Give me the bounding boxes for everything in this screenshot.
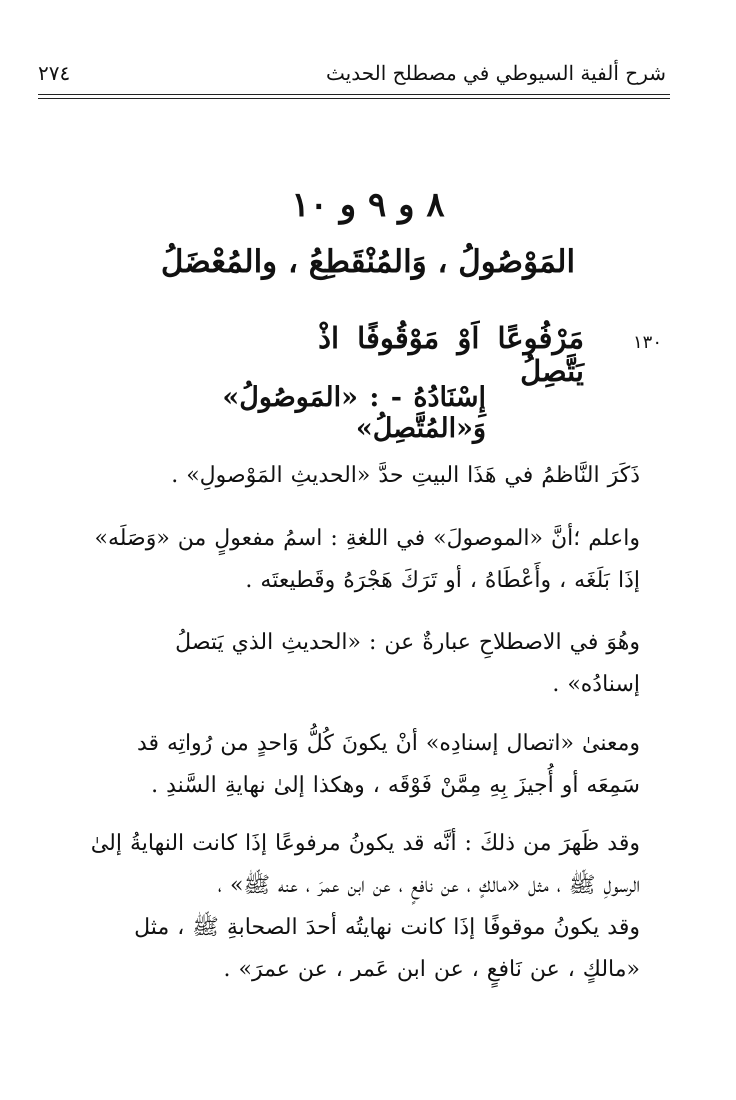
page-header bbox=[38, 56, 666, 90]
verse-line-1: مَرْفُوعًا اَوْ مَوْقُوفًا اذْ يَتَّصِلُ bbox=[318, 321, 584, 389]
paragraph-line: واعلم ؛أنَّ «الموصولَ» في اللغةِ : اسمُ مفعولٍ من «وَصَلَه» bbox=[94, 526, 640, 551]
paragraph-line: «مالكٍ ، عن نَافعٍ ، عن ابن عَمر ، عن عمرَ» . bbox=[223, 957, 640, 982]
verse-number: ١٣٠ bbox=[632, 332, 662, 353]
paragraph-line: ذَكَرَ النَّاظمُ في هَذَا البيتِ حدَّ «الحديثِ المَوْصولِ» . bbox=[171, 463, 640, 488]
paragraph-line: إسنادُه» . bbox=[552, 672, 640, 697]
book-title: شرح ألفية السيوطي في مصطلح الحديث bbox=[326, 61, 666, 85]
paragraph-5 bbox=[58, 823, 640, 991]
paragraph-line: سَمِعَه أو أُجيزَ بِهِ مِمَّنْ فَوْقَه ، وهكذا إلىٰ نهايةِ السَّندِ . bbox=[151, 773, 640, 798]
chapter-number: ٨ و ٩ و ١٠ bbox=[291, 185, 445, 225]
paragraph-line: وقد يكونُ موقوفًا إذَا كانت نهايتُه أحدَ الصحابةِ ﷺ ، مثل bbox=[134, 915, 640, 940]
chapter-title: المَوْصُولُ ، وَالمُنْقَطِعُ ، والمُعْضَلُ bbox=[160, 244, 576, 280]
paragraph-line: وهُوَ في الاصطلاحِ عبارةٌ عن : «الحديثِ الذي يَتصلُ bbox=[175, 630, 640, 655]
header-divider bbox=[38, 94, 670, 99]
paragraph-line: الرسولِ ﷺ ، مثل «مالكٍ ، عن نافعٍ ، عن ابن عمرَ ، عنه ﷺ» ، bbox=[217, 873, 640, 898]
verse-line-2: إِسْنَادُهُ - : «المَوصُولُ» وَ«المُتَّصِلُ» bbox=[222, 382, 486, 445]
paragraph-line: إذَا بَلَغَه ، وأَعْطَاهُ ، أو تَرَكَ هَجْرَهُ وقَطيعتَه . bbox=[245, 568, 640, 593]
paragraph-2 bbox=[58, 518, 640, 602]
paragraph-1 bbox=[58, 455, 640, 497]
paragraph-4 bbox=[58, 723, 640, 807]
page-number: ٢٧٤ bbox=[38, 61, 71, 85]
paragraph-3 bbox=[58, 622, 640, 706]
paragraph-line: ومعنىٰ «اتصال إسنادِه» أنْ يكونَ كُلُّ وَاحدٍ من رُواتِه قد bbox=[136, 731, 640, 756]
paragraph-line: وقد ظَهرَ من ذلكَ : أنَّه قد يكونُ مرفوعًا إذَا كانت النهايةُ إلىٰ bbox=[90, 831, 640, 856]
